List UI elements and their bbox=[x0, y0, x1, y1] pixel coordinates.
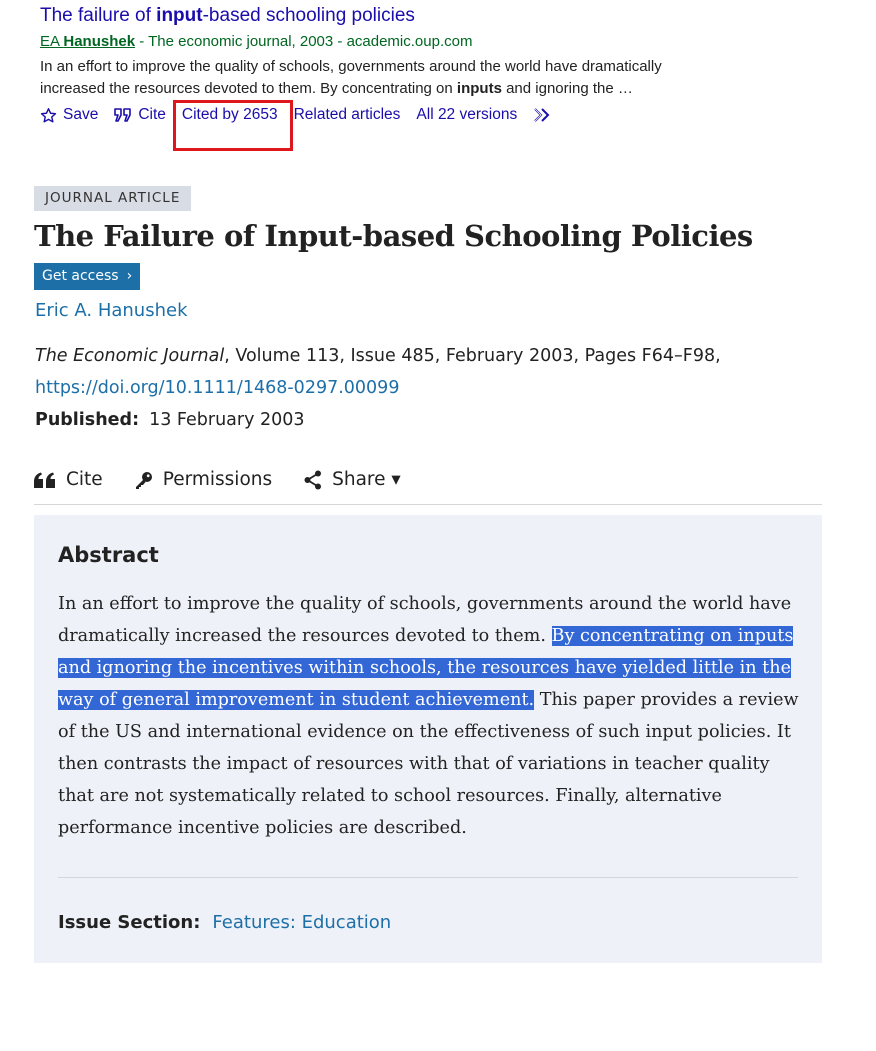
article-tools bbox=[34, 467, 433, 493]
citation-info bbox=[35, 343, 721, 369]
snippet-text: In an effort to improve the quality of schools, governments around the world have dramatically increased the resources devoted to them. By concentrating on bbox=[40, 58, 662, 97]
share-dropdown[interactable] bbox=[304, 467, 401, 493]
quote-icon bbox=[34, 472, 56, 488]
source-info: - The economic journal, 2003 - academic.oup.com bbox=[135, 33, 473, 50]
abstract-text-start: In an effort to improve the quality of schools, governments around the world have dramatically increased the resources devoted to them. bbox=[58, 594, 792, 646]
author-link[interactable] bbox=[40, 33, 135, 50]
permissions-button[interactable] bbox=[135, 467, 272, 493]
issue-section-link[interactable]: Features: Education bbox=[212, 912, 392, 933]
author-name: Hanushek bbox=[63, 33, 136, 50]
abstract-panel bbox=[34, 515, 822, 963]
key-icon bbox=[135, 471, 153, 489]
abstract-selected-text[interactable]: By concentrating on inputs and ignoring the incentives within schools, the resources have yielded little in the way of general improvement in student achievement. bbox=[58, 626, 794, 710]
cite-label: Cite bbox=[138, 106, 166, 123]
journal-name: The Economic Journal bbox=[35, 346, 225, 366]
more-options-icon[interactable] bbox=[533, 107, 553, 123]
article-type-badge: JOURNAL ARTICLE bbox=[34, 186, 191, 211]
share-icon bbox=[304, 470, 322, 490]
title-bold-term: input bbox=[156, 5, 203, 26]
title-text-rest: -based schooling policies bbox=[202, 5, 415, 26]
scholar-result-title[interactable] bbox=[40, 4, 840, 28]
star-icon bbox=[40, 107, 57, 124]
quote-icon bbox=[114, 107, 132, 123]
author-initials: EA bbox=[40, 33, 64, 50]
related-articles-link[interactable]: Related articles bbox=[293, 106, 401, 123]
title-text: The failure of bbox=[40, 5, 157, 26]
scholar-result bbox=[40, 4, 840, 126]
scholar-actions bbox=[40, 104, 840, 126]
abstract-text-end: This paper provides a review of the US and international evidence on the effectiveness of such input policies. It then contrasts the impact of resources with that of variations in teacher quality that are not systematically related to school resources. Finally, alternative performance incentive policies are described. bbox=[58, 690, 799, 838]
snippet-bold-term: inputs bbox=[456, 80, 502, 97]
share-label: Share ▾ bbox=[332, 469, 401, 490]
annotation-highlight-box bbox=[173, 100, 293, 151]
cite-button[interactable] bbox=[114, 106, 166, 124]
published-date: 13 February 2003 bbox=[149, 410, 305, 430]
tools-divider bbox=[34, 504, 822, 505]
abstract-heading: Abstract bbox=[58, 543, 159, 567]
chevron-right-icon: › bbox=[126, 268, 133, 284]
save-button[interactable] bbox=[40, 106, 98, 124]
abstract-divider bbox=[58, 877, 798, 878]
published-info bbox=[35, 407, 305, 433]
scholar-snippet bbox=[40, 56, 730, 100]
issue-section-label: Issue Section: bbox=[58, 912, 201, 933]
article-title: The Failure of Input-based Schooling Policies bbox=[34, 219, 753, 253]
doi-link[interactable]: https://doi.org/10.1111/1468-0297.00099 bbox=[35, 378, 400, 398]
save-label: Save bbox=[63, 106, 99, 123]
cite-tool-label: Cite bbox=[66, 469, 103, 490]
cite-tool-button[interactable] bbox=[34, 467, 103, 493]
published-label: Published: bbox=[35, 410, 140, 430]
permissions-label: Permissions bbox=[162, 469, 273, 490]
cited-by-link[interactable]: Cited by 2653 bbox=[181, 106, 278, 123]
abstract-text bbox=[58, 588, 803, 844]
get-access-button[interactable] bbox=[34, 263, 140, 290]
issue-section bbox=[58, 910, 391, 936]
article-author-link[interactable]: Eric A. Hanushek bbox=[35, 300, 188, 321]
snippet-text-rest: and ignoring the … bbox=[501, 80, 633, 97]
get-access-label: Get access bbox=[42, 268, 119, 284]
all-versions-link[interactable]: All 22 versions bbox=[416, 106, 518, 123]
scholar-result-meta bbox=[40, 33, 840, 51]
citation-details: , Volume 113, Issue 485, February 2003, Pages F64–F98, bbox=[224, 346, 721, 366]
